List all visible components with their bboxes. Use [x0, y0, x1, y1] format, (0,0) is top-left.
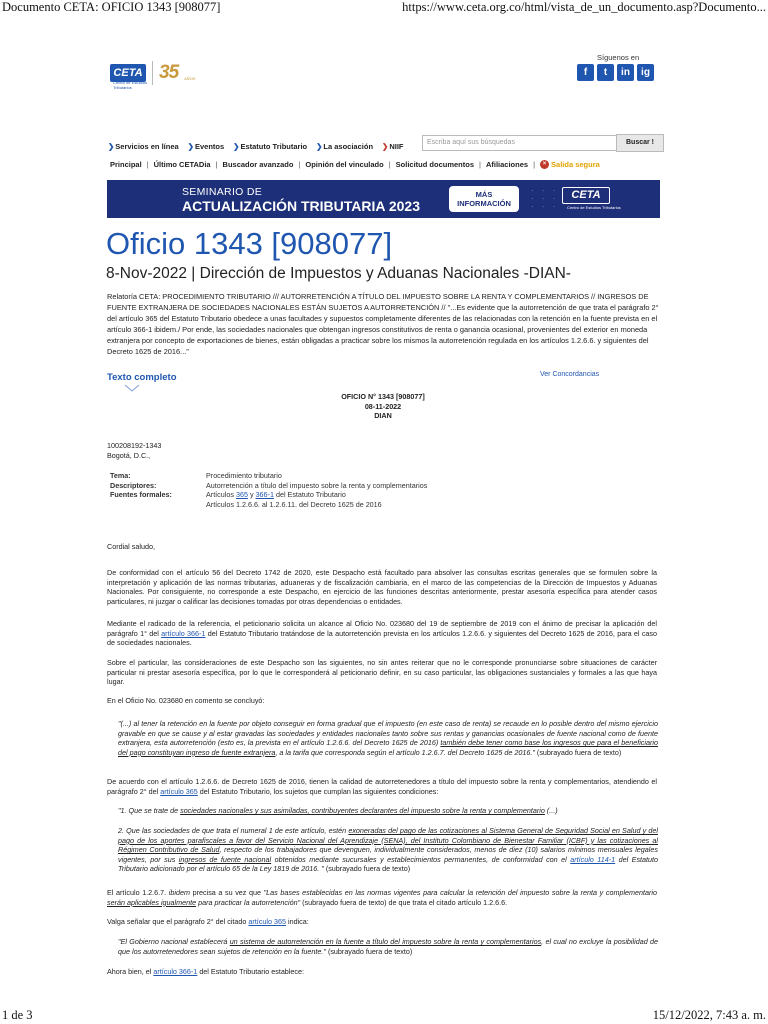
paragraph-7: Valga señalar que el parágrafo 2° del citado artículo 365 indica: [107, 917, 309, 927]
print-title: Documento CETA: OFICIO 1343 [908077] [2, 0, 221, 14]
oficio-date: 08-11-2022 [364, 401, 402, 411]
facebook-icon[interactable]: f [577, 64, 594, 81]
quote-3: 2. Que las sociedades de que trata el numeral 1 de este artículo, estén exoneradas del pago de las cotizaciones al Sistema General de Seguridad Social en Salud y del pago de los aportes parafiscales a favor del Servicio Nacional del Aprendizaje (SENA), del Instituto Colombiano de Bienestar Familiar (ICBF) y las cotizaciones al Régimen Contributivo de Salud, respecto de los trabajadores que devenguen, individualmente considerados, menos de diez (10) salarios mínimos mensuales legales vigentes, por sus ingresos de fuente nacional obtenidos mediante sucursales y establecimientos permanentes, de conformidad con el artículo 114-1 del Estatuto Tributario adicionado por el artículo 65 de la Ley 1819 de 2016. " (subrayado fuera de texto) [118, 826, 659, 874]
link-ultimo-cetadia[interactable]: Último CETADia [153, 160, 211, 169]
link-articulo-366-1[interactable]: artículo 366-1 [161, 628, 206, 638]
nav-eventos[interactable]: ❯Eventos [187, 142, 225, 151]
link-articulo-366-1[interactable]: 366-1 [255, 490, 274, 499]
oficio-header [107, 392, 659, 421]
fuentes-value: Artículos 365 y 366-1 del Estatuto Tributario Artículos 1.2.6.6. al 1.2.6.11. del Decreto 1625 de 2016 [206, 490, 382, 509]
fuentes-label: Fuentes formales: [110, 490, 172, 499]
nav-servicios[interactable]: ❯Servicios en línea [108, 142, 179, 151]
chevron-right-icon: ❯ [233, 142, 240, 151]
quote-2: "1. Que se trate de sociedades nacionales y sus asimiladas, contribuyentes declarantes del impuesto sobre la renta y complementario (...) [118, 806, 558, 816]
tema-value: Procedimiento tributario [206, 471, 282, 480]
page-subtitle: 8-Nov-2022 | Dirección de Impuestos y Aduanas Nacionales -DIAN- [106, 265, 571, 282]
page-title: Oficio 1343 [908077] [106, 226, 393, 261]
instagram-icon[interactable]: ig [637, 64, 654, 81]
radicado: 100208192-1343 Bogotá, D.C., [107, 441, 162, 460]
banner-ceta-logo: CETA [562, 187, 610, 204]
link-articulo-365[interactable]: 365 [235, 490, 248, 499]
quote-1: "(...) al tener la retención en la fuente por objeto conseguir en forma gradual que el impuesto (en este caso de renta) se recaude en lo posible dentro del mismo ejercicio gravable en que se cause y al estar gravadas las sociedades y entidades nacionales tanto sobre sus rentas y ganancias ocasionales de fuente nacional como de fuente extranjera, esta autorretención (esto es, la prevista en el artículo 1.2.6.6. del Decreto 1625 de 2016) también debe tener como base los ingresos que para el beneficiario del pago constituyan ingreso de fuente extranjera, a la tarifa que corresponda según el artículo 1.2.6.7. del Decreto 1625 de 2016." (subrayado fuera de texto) [118, 719, 658, 757]
twitter-icon[interactable]: t [597, 64, 614, 81]
greeting: Cordial saludo, [107, 542, 155, 551]
oficio-number: OFICIO N° 1343 [908077] [341, 392, 425, 401]
social-icons [577, 64, 654, 81]
paragraph-2: Mediante el radicado de la referencia, el peticionario solicita un alcance al Oficio No. 023680 del 19 de septiembre de 2019 con el ánimo de precisar la aplicación del parágrafo 1° del artículo 366-1 del Estatuto Tributario tratándose de la autorretención prevista en los artículos 1.2.6.6. y siguientes del Decreto 1625 de 2016, para el caso de sociedades nacionales. [107, 619, 658, 648]
quote-4: "El Gobierno nacional establecerá un sistema de autorretención en la fuente a título del impuesto sobre la renta y complementarios, el cual no excluye la posibilidad de que los autorretenedores sean sujetos de retención en la fuente." (subrayado fuera de texto) [118, 937, 659, 956]
main-nav [108, 142, 404, 151]
paragraph-1: De conformidad con el artículo 56 del Decreto 1742 de 2020, este Despacho está facultado para absolver las consultas escritas generales que se formulen sobre la interpretación y aplicación de las normas tributarias, aduaneras y de fiscalización cambiaria, en el marco de las competencias de la Dirección de Impuestos y Aduanas Nacionales. Por consiguiente, no corresponde a este Despacho, en ejercicio de las funciones descritas anteriormente, prestar asesoría específica para atender casos particulares, ni juzgar o calificar las decisiones tomadas por otras dependencias o entidades. [107, 568, 657, 606]
nav-estatuto[interactable]: ❯Estatuto Tributario [233, 142, 308, 151]
link-articulo-365[interactable]: artículo 365 [248, 917, 286, 927]
paragraph-6: El artículo 1.2.6.7. ibidem precisa a su vez que "Las bases establecidas en las normas vigentes para calcular la retención del impuesto sobre la renta y complementario serán aplicables igualmente para practicar la autorretención" (subrayado fuera de texto) de que trata el citado artículo 1.2.6.6. [107, 888, 658, 907]
chevron-right-icon: ❯ [316, 142, 323, 151]
texto-completo-heading: Texto completo [107, 372, 177, 383]
exit-icon: × [540, 160, 549, 169]
social-label: Síguenos en [597, 53, 640, 62]
document-metadata [110, 471, 440, 509]
descriptores-label: Descriptores: [110, 480, 157, 490]
link-principal[interactable]: Principal [110, 160, 142, 169]
link-articulo-365[interactable]: artículo 365 [160, 786, 198, 796]
print-page-number: 1 de 3 [2, 1008, 33, 1022]
banner-dots-decoration: · · · · · · · · · [531, 186, 559, 211]
paragraph-8: Ahora bien, el artículo 366-1 del Estatuto Tributario establece: [107, 967, 304, 977]
tema-label: Tema: [110, 471, 131, 480]
link-solicitud[interactable]: Solicitud documentos [395, 160, 474, 169]
banner-line2: ACTUALIZACIÓN TRIBUTARIA 2023 [182, 198, 421, 214]
print-datetime: 15/12/2022, 7:43 a. m. [652, 1008, 766, 1022]
descriptores-value: Autorretención a título del impuesto sobre la renta y complementarios [206, 480, 428, 490]
secure-exit-link[interactable]: × Salida segura [540, 160, 600, 169]
print-url: https://www.ceta.org.co/html/vista_de_un_documento.asp?Documento... [402, 0, 766, 14]
anniversary-label: AÑOS [184, 75, 196, 81]
anniversary-number: 35 [159, 62, 179, 83]
seminar-banner[interactable] [107, 180, 660, 218]
nav-niif[interactable]: ❯NIIF [382, 142, 404, 151]
ceta-logo-subtitle: Centro de Estudios Tributarios [113, 80, 148, 90]
chevron-down-icon [124, 384, 140, 392]
paragraph-3: Sobre el particular, las consideraciones de este Despacho son las siguientes, no sin antes reiterar que no le corresponde pronunciarse sobre situaciones de carácter particular ni prestar asesoría específica, por lo que le corresponderá al peticionario definir, en su caso particular, las obligaciones sustanciales y formales a las que haya lugar. [107, 658, 657, 687]
link-articulo-114-1[interactable]: artículo 114-1 [570, 854, 616, 864]
ceta-logo-mark: CETA [110, 64, 146, 82]
paragraph-5: De acuerdo con el artículo 1.2.6.6. de Decreto 1625 de 2016, tienen la calidad de autorretenedores a título del impuesto sobre la renta y complementarios, atendiendo el parágrafo 2° del artículo 365 del Estatuto Tributario, los sujetos que cumplan las siguientes condiciones: [107, 777, 657, 796]
banner-more-info-button[interactable]: MÁS INFORMACIÓN [449, 186, 519, 212]
chevron-right-icon: ❯ [382, 142, 389, 151]
link-buscador-avanzado[interactable]: Buscador avanzado [222, 160, 294, 169]
link-articulo-366-1[interactable]: artículo 366-1 [153, 967, 198, 977]
link-afiliaciones[interactable]: Afiliaciones [485, 160, 529, 169]
oficio-org: DIAN [374, 411, 392, 420]
link-opinion[interactable]: Opinión del vinculado [305, 160, 384, 169]
search-button[interactable]: Buscar ! [616, 134, 664, 152]
paragraph-4: En el Oficio No. 023680 en comento se concluyó: [107, 696, 265, 706]
chevron-right-icon: ❯ [187, 142, 194, 151]
relatoria-summary: Relatoría CETA: PROCEDIMIENTO TRIBUTARIO /// AUTORRETENCIÓN A TÍTULO DEL IMPUESTO SOBRE LA RENTA Y COMPLEMENTARIOS // INGRESOS DE FUENTE EXTRANJERA DE SOCIEDADES NACIONALES ESTÁN SUJETOS A AUTORRETENCIÓN // "...Es evidente que la autorretención de que trata el parágrafo 2° del artículo 365 del Estatuto Tributario obedece a unas facultades y supuestos completamente diferentes de las relacionadas con la retención en la fuente prevista en el artículo 366-1 ibidem./ Por ende, las sociedades nacionales que obtengan ingresos constitutivos de renta o ganancia ocasional, provenientes del exterior en moneda extranjera por concepto de exportaciones de bienes, están obligadas a practicar sobre los mismos la autorretención regulada en los artículos 1.2.6.6. y siguientes del Decreto 1625 de 2016..." [107, 292, 659, 356]
banner-logo-subtitle: Centro de Estudios Tributarios [567, 205, 621, 210]
ver-concordancias-link[interactable]: Ver Concordancias [540, 371, 600, 378]
nav-asociacion[interactable]: ❯La asociación [316, 142, 374, 151]
banner-line1: SEMINARIO DE [182, 186, 263, 198]
secondary-nav: Principal | Último CETADia | Buscador avanzado | Opinión del vinculado | Solicitud documentos | Afiliaciones | × Salida segura [110, 160, 600, 169]
city: Bogotá, D.C., [107, 450, 151, 460]
chevron-right-icon: ❯ [108, 142, 115, 151]
search-input[interactable]: Escriba aquí sus búsquedas [422, 135, 625, 151]
linkedin-icon[interactable]: in [617, 64, 634, 81]
